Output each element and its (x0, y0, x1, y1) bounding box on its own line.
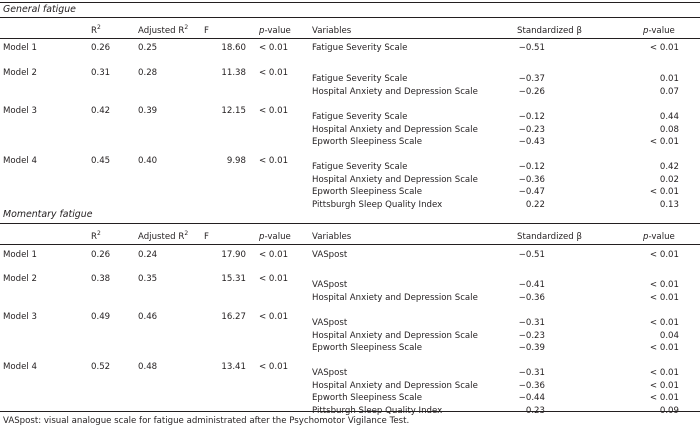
model-adjusted-r2: 0.39 (138, 106, 158, 116)
variable-name: VASpost (312, 318, 348, 328)
variable-name: Epworth Sleepiness Scale (312, 393, 423, 403)
header-r2-sup: 2 (96, 230, 101, 237)
standardized-beta: −0.41 (518, 280, 545, 290)
standardized-beta: −0.31 (518, 368, 545, 378)
header-adj-text: Adjusted R (138, 232, 185, 242)
variable-name: Hospital Anxiety and Depression Scale (312, 124, 478, 135)
model-label: Model 1 (3, 250, 38, 260)
variable-name: Fatigue Severity Scale (312, 74, 408, 84)
model-adjusted-r2: 0.46 (138, 312, 158, 322)
model-adjusted-r2: 0.48 (138, 362, 158, 372)
bottom-rule (0, 411, 700, 412)
header-p2-italic: p (643, 26, 649, 36)
model-p-value: < 0.01 (259, 362, 289, 372)
variable-p-value: 0.07 (659, 86, 679, 97)
model-p-value: < 0.01 (259, 43, 289, 53)
variable-name: Hospital Anxiety and Depression Scale (312, 380, 478, 391)
model-r2: 0.42 (91, 106, 111, 116)
model-label: Model 3 (3, 106, 38, 116)
variable-name: Hospital Anxiety and Depression Scale (312, 292, 478, 303)
header-r2-text: R (91, 26, 97, 36)
standardized-beta: −0.43 (518, 137, 545, 147)
variable-p-value: 0.04 (659, 330, 679, 341)
header-p-value-2 (643, 25, 675, 37)
model-adjusted-r2: 0.24 (138, 250, 158, 260)
section-title: General fatigue (3, 4, 76, 15)
header-p2-rest: -value (648, 26, 675, 36)
variable-p-value: < 0.01 (649, 280, 679, 290)
header-adjusted-r2 (138, 231, 188, 243)
standardized-beta: −0.12 (518, 112, 545, 122)
header-p-italic: p (259, 232, 265, 242)
model-label: Model 4 (3, 362, 38, 372)
model-f: 9.98 (226, 156, 246, 166)
header-p-italic: p (259, 26, 265, 36)
model-r2: 0.49 (91, 312, 111, 322)
model-p-value: < 0.01 (259, 106, 289, 116)
standardized-beta: −0.26 (518, 86, 545, 97)
section-rule (0, 223, 700, 224)
variable-name: Hospital Anxiety and Depression Scale (312, 174, 478, 185)
model-label: Model 3 (3, 312, 38, 322)
header-p-rest: -value (264, 232, 291, 242)
standardized-beta: −0.39 (518, 343, 545, 353)
model-p-value: < 0.01 (259, 312, 289, 322)
standardized-beta: 0.23 (525, 405, 545, 416)
header-f: F (204, 26, 209, 36)
standardized-beta: −0.51 (518, 250, 545, 260)
model-adjusted-r2: 0.35 (138, 274, 158, 284)
standardized-beta: −0.36 (518, 292, 545, 303)
model-f: 17.90 (221, 250, 246, 260)
standardized-beta: −0.51 (518, 43, 545, 53)
header-p-value-2 (643, 231, 675, 243)
variable-p-value: < 0.01 (649, 292, 679, 303)
standardized-beta: −0.37 (518, 74, 545, 84)
variable-p-value: < 0.01 (649, 250, 679, 260)
standardized-beta: −0.44 (518, 393, 545, 403)
header-p2-rest: -value (648, 232, 675, 242)
model-p-value: < 0.01 (259, 156, 289, 166)
model-adjusted-r2: 0.28 (138, 68, 158, 78)
variable-p-value: < 0.01 (649, 393, 679, 403)
model-label: Model 2 (3, 274, 38, 284)
standardized-beta: −0.47 (518, 187, 545, 197)
header-f: F (204, 232, 209, 242)
variable-name: Epworth Sleepiness Scale (312, 137, 423, 147)
variable-p-value: 0.42 (659, 162, 679, 172)
header-r2 (91, 25, 101, 37)
header-adj-sup: 2 (184, 24, 189, 31)
model-f: 11.38 (221, 68, 246, 78)
variable-p-value: 0.08 (659, 124, 679, 135)
variable-p-value: < 0.01 (649, 343, 679, 353)
model-r2: 0.38 (91, 274, 111, 284)
model-f: 15.31 (221, 274, 246, 284)
header-p-rest: -value (264, 26, 291, 36)
standardized-beta: −0.31 (518, 318, 545, 328)
variable-p-value: < 0.01 (649, 380, 679, 391)
standardized-beta: −0.23 (518, 124, 545, 135)
standardized-beta: −0.36 (518, 174, 545, 185)
variable-p-value: 0.44 (659, 112, 679, 122)
variable-name: Fatigue Severity Scale (312, 162, 408, 172)
variable-name: Hospital Anxiety and Depression Scale (312, 86, 478, 97)
variable-name: Pittsburgh Sleep Quality Index (312, 405, 443, 416)
variable-name: VASpost (312, 280, 348, 290)
header-standardized-beta: Standardized β (517, 26, 582, 36)
model-f: 13.41 (221, 362, 246, 372)
model-r2: 0.31 (91, 68, 111, 78)
header-p-value (259, 231, 291, 243)
model-label: Model 2 (3, 68, 38, 78)
model-f: 16.27 (221, 312, 246, 322)
model-p-value: < 0.01 (259, 250, 289, 260)
model-adjusted-r2: 0.25 (138, 43, 158, 53)
model-f: 18.60 (221, 43, 246, 53)
variable-p-value: < 0.01 (649, 137, 679, 147)
top-rule (0, 2, 700, 3)
model-label: Model 4 (3, 156, 38, 166)
variable-name: VASpost (312, 250, 348, 260)
standardized-beta: −0.36 (518, 380, 545, 391)
header-p-value (259, 25, 291, 37)
standardized-beta: −0.12 (518, 162, 545, 172)
header-p2-italic: p (643, 232, 649, 242)
model-adjusted-r2: 0.40 (138, 156, 158, 166)
section-title: Momentary fatigue (3, 209, 93, 220)
footnote: VASpost: visual analogue scale for fatigue administrated after the Psychomotor Vigilance Test. (3, 416, 410, 426)
header-variables: Variables (312, 232, 352, 242)
header-adj-sup: 2 (184, 230, 189, 237)
variable-p-value: 0.09 (659, 405, 679, 416)
model-p-value: < 0.01 (259, 68, 289, 78)
variable-p-value: 0.13 (659, 199, 679, 210)
standardized-beta: −0.23 (518, 330, 545, 341)
header-rule (0, 244, 700, 245)
variable-name: Hospital Anxiety and Depression Scale (312, 330, 478, 341)
header-r2-text: R (91, 232, 97, 242)
model-label: Model 1 (3, 43, 38, 53)
variable-p-value: < 0.01 (649, 318, 679, 328)
variable-name: VASpost (312, 368, 348, 378)
model-r2: 0.26 (91, 250, 111, 260)
variable-p-value: < 0.01 (649, 187, 679, 197)
header-r2 (91, 231, 101, 243)
header-rule (0, 38, 700, 39)
variable-p-value: < 0.01 (649, 368, 679, 378)
variable-p-value: 0.02 (659, 174, 679, 185)
variable-p-value: < 0.01 (649, 43, 679, 53)
model-p-value: < 0.01 (259, 274, 289, 284)
model-r2: 0.52 (91, 362, 111, 372)
header-r2-sup: 2 (96, 24, 101, 31)
section-title-rule (0, 17, 700, 18)
model-r2: 0.45 (91, 156, 111, 166)
variable-name: Fatigue Severity Scale (312, 112, 408, 122)
standardized-beta: 0.22 (525, 199, 545, 210)
model-f: 12.15 (221, 106, 246, 116)
header-adj-text: Adjusted R (138, 26, 185, 36)
model-r2: 0.26 (91, 43, 111, 53)
header-adjusted-r2 (138, 25, 188, 37)
header-standardized-beta: Standardized β (517, 232, 582, 242)
variable-name: Epworth Sleepiness Scale (312, 187, 423, 197)
header-variables: Variables (312, 26, 352, 36)
variable-p-value: 0.01 (659, 74, 679, 84)
variable-name: Epworth Sleepiness Scale (312, 343, 423, 353)
variable-name: Fatigue Severity Scale (312, 43, 408, 53)
variable-name: Pittsburgh Sleep Quality Index (312, 199, 443, 210)
